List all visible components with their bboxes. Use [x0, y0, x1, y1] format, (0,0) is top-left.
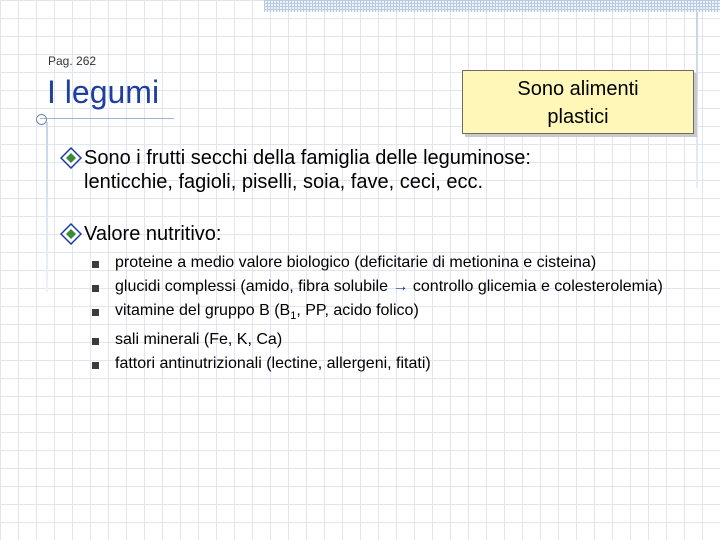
list-item-text: sali minerali (Fe, K, Ca): [115, 331, 283, 349]
list-item: [92, 278, 692, 296]
right-rule-decoration: [696, 12, 698, 188]
list-item: [92, 355, 692, 373]
bullet-text-line-2: lenticchie, fagioli, piselli, soia, fave, ceci, ecc.: [84, 171, 484, 193]
square-bullet-icon: [92, 338, 99, 345]
bullet-text-line-1: Sono i frutti secchi della famiglia delle leguminose:: [84, 147, 531, 169]
list-item: [92, 331, 692, 349]
bullet-point: [60, 146, 690, 194]
header-decoration: [264, 0, 720, 12]
list-item-text: , PP, acido folico): [296, 302, 419, 319]
list-item-text: glucidi complessi (amido, fibra solubile: [115, 278, 393, 295]
square-bullet-icon: [92, 362, 99, 369]
note-box: [462, 70, 694, 134]
subscript: 1: [290, 310, 297, 323]
list-item: [92, 302, 692, 325]
arrow-icon: →: [392, 278, 409, 295]
list-item-text: fattori antinutrizionali (lectine, allergeni, fitati): [115, 355, 431, 373]
square-bullet-icon: [92, 309, 99, 316]
note-line-2: plastici: [547, 106, 609, 128]
slide-title: I legumi: [47, 74, 160, 110]
title-underline: [40, 118, 174, 119]
nutrient-list: [92, 254, 692, 379]
list-item-text: vitamine del gruppo B (B: [115, 302, 291, 319]
square-bullet-icon: [92, 261, 99, 268]
square-bullet-icon: [92, 285, 99, 292]
left-rule-decoration: [46, 122, 48, 292]
diamond-bullet-icon: [60, 223, 82, 245]
list-item-text: proteine a medio valore biologico (deficitarie di metionina e cisteina): [115, 254, 597, 271]
list-item-text: controllo glicemia e colesterolemia): [408, 278, 663, 295]
bullet-point: [60, 222, 690, 246]
bullet-text: Valore nutritivo:: [84, 223, 222, 245]
circle-ornament-icon: [36, 114, 47, 125]
diamond-bullet-icon: [60, 147, 82, 169]
list-item: [92, 254, 692, 272]
note-line-1: Sono alimenti: [517, 78, 639, 100]
page-reference: Pag. 262: [48, 54, 97, 68]
